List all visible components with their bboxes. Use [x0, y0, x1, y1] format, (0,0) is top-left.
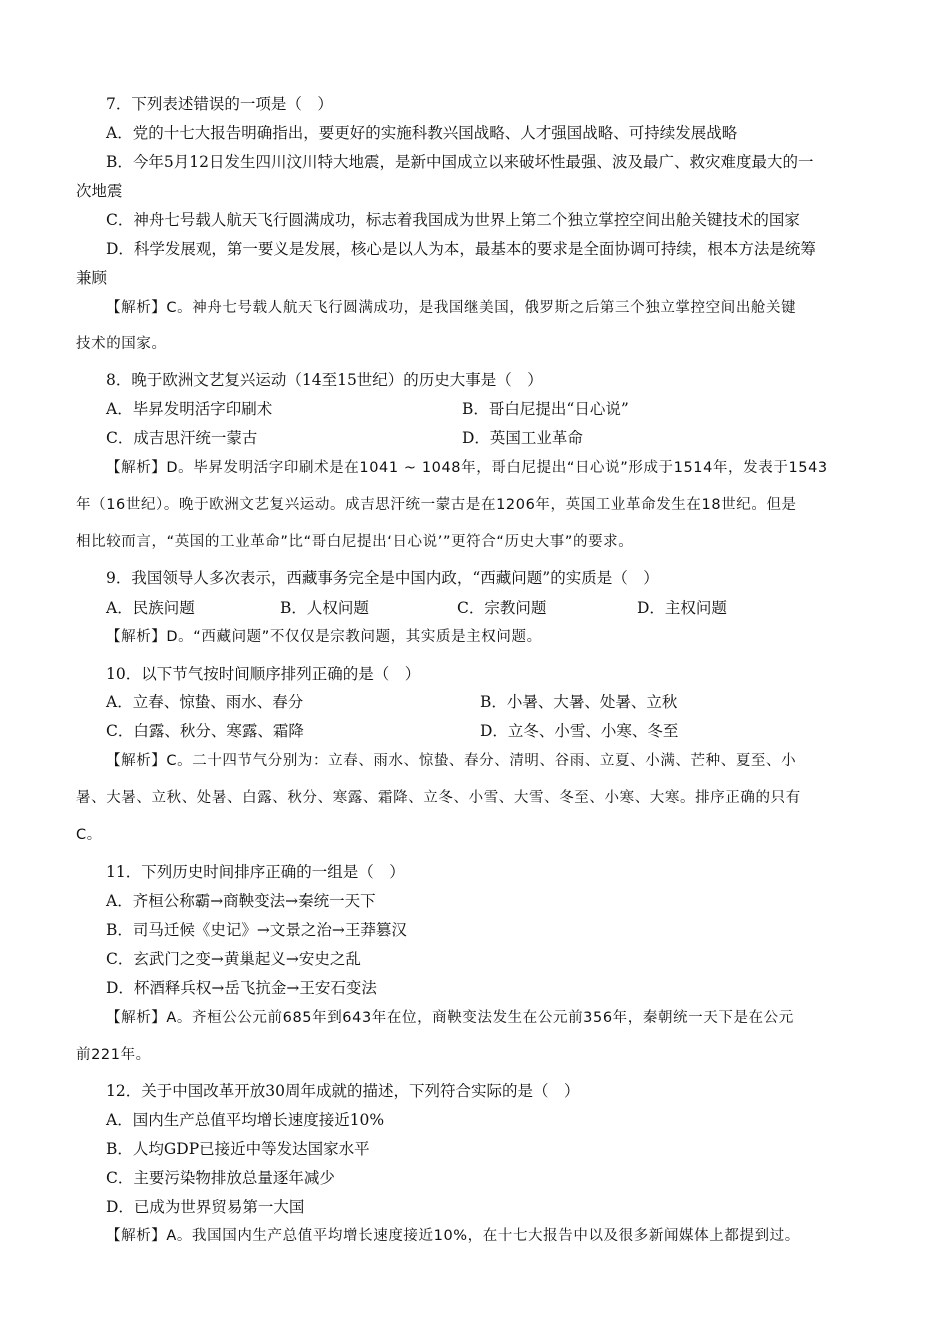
- question-8-option-d: D．英国工业革命: [462, 429, 583, 447]
- question-8-analysis-cont-1: 年（16世纪）。晚于欧洲文艺复兴运动。成吉思汗统一蒙古是在1206年，英国工业革命发生在18世纪。但是: [76, 497, 797, 513]
- question-12-analysis: 【解析】A。我国国内生产总值平均增长速度接近10%，在十七大报告中以及很多新闻媒体上都提到过。: [106, 1228, 800, 1244]
- question-10-analysis-cont-2: C。: [76, 827, 102, 843]
- question-7-option-b-cont: 次地震: [76, 182, 123, 200]
- question-10-option-d: D．立冬、小雪、小寒、冬至: [480, 722, 679, 740]
- question-10-analysis: 【解析】C。二十四节气分别为：立春、雨水、惊蛰、春分、清明、谷雨、立夏、小满、芒种、夏至、小: [106, 753, 797, 769]
- question-8-analysis-cont-2: 相比较而言，“英国的工业革命”比“哥白尼提出‘日心说’”更符合“历史大事”的要求。: [76, 534, 634, 550]
- question-11-stem: 11．下列历史时间排序正确的一组是（ ）: [106, 863, 405, 881]
- question-9-option-a: A．民族问题: [106, 599, 195, 617]
- question-10-option-b: B．小暑、大暑、处暑、立秋: [480, 693, 678, 711]
- question-8-option-c: C．成吉思汗统一蒙古: [106, 429, 258, 447]
- question-9-option-c: C．宗教问题: [457, 599, 547, 617]
- question-7-option-b: B．今年5月12日发生四川汶川特大地震，是新中国成立以来破坏性最强、波及最广、救灾难度最大的一: [106, 153, 814, 171]
- question-9-option-d: D．主权问题: [637, 599, 727, 617]
- question-9-option-b: B．人权问题: [280, 599, 369, 617]
- question-10-option-a: A．立春、惊蛰、雨水、春分: [106, 693, 304, 711]
- question-11-option-c: C．玄武门之变→黄巢起义→安史之乱: [106, 950, 361, 968]
- question-10-analysis-cont-1: 暑、大暑、立秋、处暑、白露、秋分、寒露、霜降、立冬、小雪、大雪、冬至、小寒、大寒。排序正确的只有: [76, 790, 801, 806]
- question-12-option-b: B．人均GDP已接近中等发达国家水平: [106, 1140, 370, 1158]
- question-12-option-c: C．主要污染物排放总量逐年减少: [106, 1169, 335, 1187]
- question-10-stem: 10．以下节气按时间顺序排列正确的是（ ）: [106, 665, 421, 683]
- question-9-analysis: 【解析】D。“西藏问题”不仅仅是宗教问题，其实质是主权问题。: [106, 629, 542, 645]
- question-11-option-b: B．司马迁候《史记》→文景之治→王莽篡汉: [106, 921, 407, 939]
- question-7-analysis: 【解析】C。神舟七号载人航天飞行圆满成功，是我国继美国，俄罗斯之后第三个独立掌控空间出舱关键: [106, 300, 797, 316]
- question-11-analysis-cont: 前221年。: [76, 1047, 151, 1063]
- question-12-option-d: D．已成为世界贸易第一大国: [106, 1198, 305, 1216]
- question-12-option-a: A．国内生产总值平均增长速度接近10%: [106, 1111, 385, 1129]
- question-7-analysis-cont: 技术的国家。: [76, 336, 167, 352]
- question-11-option-d: D．杯酒释兵权→岳飞抗金→王安石变法: [106, 979, 377, 997]
- question-10-option-c: C．白露、秋分、寒露、霜降: [106, 722, 304, 740]
- question-9-stem: 9．我国领导人多次表示，西藏事务完全是中国内政，“西藏问题”的实质是（ ）: [106, 569, 659, 587]
- question-12-stem: 12．关于中国改革开放30周年成就的描述，下列符合实际的是（ ）: [106, 1082, 580, 1100]
- question-7-option-d-cont: 兼顾: [76, 269, 108, 287]
- question-8-option-a: A．毕昇发明活字印刷术: [106, 400, 273, 418]
- question-7-option-d: D．科学发展观，第一要义是发展，核心是以人为本，最基本的要求是全面协调可持续，根本方法是统筹: [106, 240, 816, 258]
- question-8-option-b: B．哥白尼提出“日心说”: [462, 400, 629, 418]
- question-11-analysis: 【解析】A。齐桓公公元前685年到643年在位，商鞅变法发生在公元前356年，秦朝统一天下是在公元: [106, 1010, 794, 1026]
- question-7-stem: 7．下列表述错误的一项是（ ）: [106, 95, 333, 113]
- question-11-option-a: A．齐桓公称霸→商鞅变法→秦统一天下: [106, 892, 376, 910]
- question-7-option-c: C．神舟七号载人航天飞行圆满成功，标志着我国成为世界上第二个独立掌控空间出舱关键技术的国家: [106, 211, 800, 229]
- question-8-stem: 8．晚于欧洲文艺复兴运动（14至15世纪）的历史大事是（ ）: [106, 371, 543, 389]
- question-8-analysis: 【解析】D。毕昇发明活字印刷术是在1041 ~ 1048年，哥白尼提出“日心说”形成于1514年，发表于1543: [106, 460, 828, 476]
- question-7-option-a: A．党的十七大报告明确指出，要更好的实施科教兴国战略、人才强国战略、可持续发展战略: [106, 124, 738, 142]
